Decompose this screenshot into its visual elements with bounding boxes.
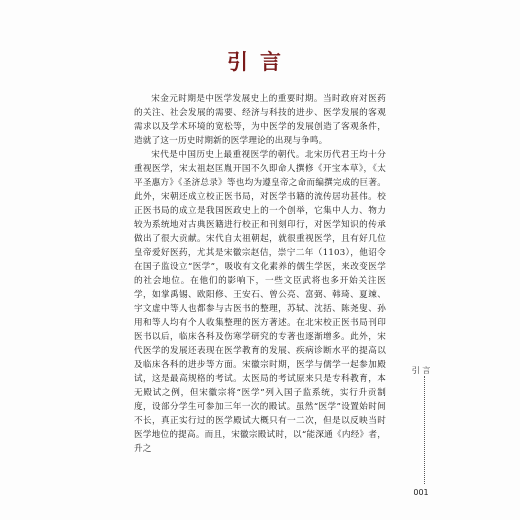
page-number: 001 bbox=[413, 488, 429, 497]
paragraph-1: 宋金元时期是中医学发展史上的重要时期。当时政府对医药的关注、社会发展的需要、经济与科技的进步、医学发展的客观需求以及学术环境的宽松等，为中医学的发展创造了客观条件，造就了这一历史时期新的医学理论的出现与争鸣。 bbox=[134, 94, 386, 146]
body-text bbox=[134, 92, 386, 456]
paragraph-2: 宋代是中国历史上最重视医学的朝代。北宋历代君王均十分重视医学，宋太祖赵匡胤开国不久即命人撰修《开宝本草》，《太平圣惠方》《圣济总录》等也均为遵皇帝之命而编撰完成的巨著。此外，宋朝还成立校正医书局，对医学书籍的流传居功甚伟。校正医书局的成立是我国医政史上的一个创举，它集中人力、物力较为系统地对古典医籍进行校正和刊刻印行，对医学知识的传承做出了很大贡献。宋代自太祖朝起，就很重视医学，且有好几位皇帝爱好医药，尤其是宋徽宗赵佶，崇宁二年（1103），他诏令在国子监设立“医学”，吸收有文化素养的儒生学医，来改变医学的社会地位。在他们的影响下，一些文臣武将也多开始关注医学，如掌禹锡、欧阳修、王安石、曾公亮、富弼、韩琦、夏竦、宇文虚中等人也都参与古医书的整理，苏轼、沈括、陈尧叟、孙用和等人均有个人收集整理的医方著述。在北宋校正医书局刊印医书以后，临床各科及伤寒学研究的专著也逐渐增多。此外，宋代医学的发展还表现在医学教育的发展、疾病诊断水平的提高以及临床各科的进步等方面。宋徽宗时期，医学与儒学一起参加殿试，这是最高规格的考试。太医局的考试原来只是专科教育，本无殿试之例，但宋徽宗将“医学”列入国子监系统，实行升贡制度，设部分学生可参加三年一次的殿试。虽然“医学”设置始时间不长，真正实行过的医学殿试大概只有一二次，但是以反映当时医学地位的提高。而且，宋徽宗殿试时，以“能深通《内经》者，升之 bbox=[134, 150, 386, 454]
side-margin bbox=[392, 366, 432, 497]
running-head: 引 言 bbox=[411, 366, 431, 375]
margin-rule bbox=[424, 376, 426, 484]
page-title: 引言 bbox=[227, 50, 293, 74]
